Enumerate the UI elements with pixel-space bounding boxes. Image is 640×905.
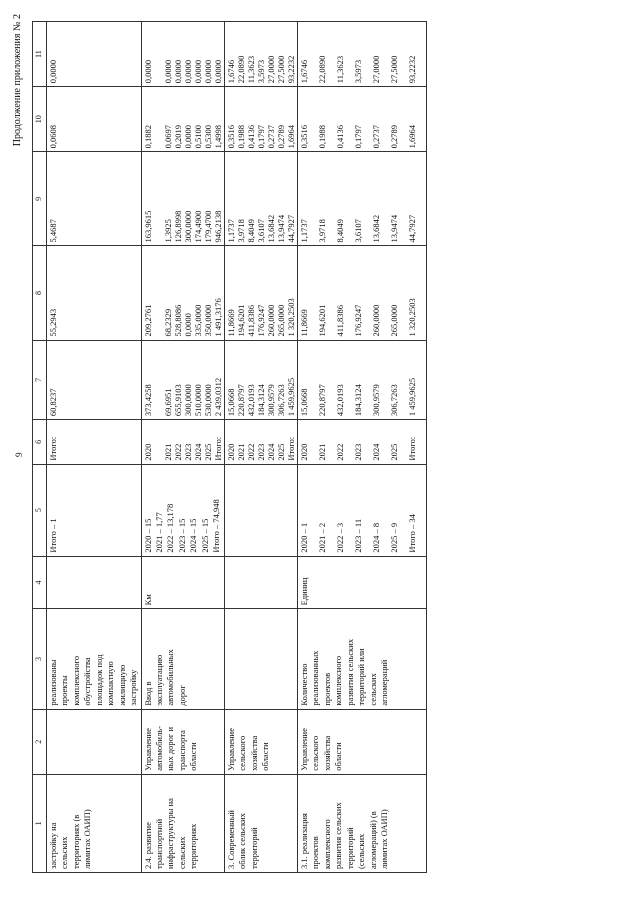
cell-line: 3,6107 — [255, 219, 266, 243]
cell-line: 411,8386 — [245, 304, 256, 337]
cell-line: 1,3925 — [162, 219, 173, 243]
cell-line: 265,0000 — [275, 304, 286, 337]
cell-line: 22,0890 — [316, 55, 327, 84]
cell-executor — [141, 709, 224, 774]
cell-regional — [141, 152, 224, 246]
cell-line: 11,3623 — [245, 55, 256, 84]
cell-line: 0,0000 — [192, 59, 203, 84]
cell-local: 0,0608 — [46, 87, 141, 152]
cell-line: комплексного — [333, 655, 344, 706]
cell-line: автомобильных — [165, 649, 176, 706]
cell-line: 1,6964 — [285, 124, 296, 149]
cell-line: 2023 – 15 — [176, 518, 187, 553]
cell-line: области — [333, 742, 344, 771]
cell-line: 15,0668 — [225, 388, 236, 417]
cell-line: 1,6746 — [298, 59, 309, 84]
cell-line: 194,6201 — [235, 304, 246, 337]
cell-line — [153, 25, 163, 83]
cell-line: агломераций — [379, 659, 390, 706]
cell-line: 2022 — [245, 443, 256, 461]
cell-indicator — [224, 609, 297, 709]
cell-line: 0,0000 — [172, 59, 183, 84]
cell-line: 411,8386 — [334, 304, 345, 337]
cell-year — [297, 420, 426, 464]
cell-line: Ввод в — [142, 681, 153, 706]
cell-line: площадок под — [93, 654, 104, 706]
cell-line: 306,7263 — [388, 384, 399, 417]
cell-line: 0,2789 — [388, 124, 399, 149]
cell-line: территорий или — [356, 648, 367, 706]
cell-line: 3,5973 — [255, 59, 266, 84]
cell-line: 163,9615 — [142, 210, 153, 243]
cell-line: 0,0000 — [182, 59, 193, 84]
cell-line: 0,0000 — [142, 59, 153, 84]
cell-other — [224, 22, 297, 87]
cell-line: 0,2737 — [265, 124, 276, 149]
cell-line: 179,4700 — [202, 210, 213, 243]
cell-indicator — [46, 609, 141, 709]
cell-line: 11,3623 — [334, 55, 345, 84]
cell-line: инфраструктуры на — [165, 798, 176, 869]
cell-line: 2025 — [388, 443, 399, 461]
cell-line: 432,0193 — [334, 384, 345, 417]
cell-line: 15,0668 — [298, 388, 309, 417]
cell-regional: 5,4687 — [46, 152, 141, 246]
col-num: 1 — [33, 774, 47, 872]
col-num: 10 — [33, 87, 47, 152]
cell-line: Управление — [142, 728, 153, 771]
cell-line: 2025 — [275, 443, 286, 461]
cell-other — [141, 22, 224, 87]
cell-line: 2020 — [298, 443, 309, 461]
cell-line: лимитах ОАИП) — [379, 809, 390, 869]
cell-line: 2020 — [225, 443, 236, 461]
cell-executor — [46, 709, 141, 774]
cell-line: транспортной — [154, 818, 165, 869]
cell-line: 27,5000 — [388, 55, 399, 84]
cell-line: 0,5300 — [202, 124, 213, 149]
cell-line: 209,2761 — [142, 304, 153, 337]
cell-line: 946,2138 — [212, 210, 223, 243]
cell-line: сельских — [59, 836, 70, 869]
cell-line: развития сельских — [344, 638, 355, 706]
cell-line: 300,9579 — [265, 384, 276, 417]
cell-line: 1 491,3176 — [212, 298, 223, 337]
cell-line: 373,4258 — [142, 384, 153, 417]
cell-line: 0,0000 — [212, 59, 223, 84]
cell-regional — [297, 152, 426, 246]
cell-line: 0,3516 — [298, 124, 309, 149]
cell-line — [153, 344, 163, 417]
cell-line: облик сельских — [237, 813, 248, 869]
cell-line: 1 459,9625 — [406, 377, 417, 417]
cell-line: 174,4900 — [192, 210, 203, 243]
cell-line: 2025 — [202, 443, 213, 461]
cell-line: 2024 — [265, 443, 276, 461]
cell-line: Итого: — [406, 436, 417, 461]
col-num: 4 — [33, 556, 47, 609]
cell-line: Итого: — [285, 436, 296, 461]
cell-line: 13,9474 — [275, 214, 286, 243]
cell-line: хозяйства — [321, 735, 332, 771]
col-num: 3 — [33, 609, 47, 709]
cell-line: 528,8086 — [172, 304, 183, 337]
cell-line: 2023 — [255, 443, 266, 461]
cell-line: Итого – 74,948 — [211, 499, 222, 553]
table-row-continuation — [46, 22, 141, 873]
cell-line: 0,0697 — [162, 124, 173, 149]
cell-target — [141, 464, 224, 556]
cell-line: 0,1882 — [142, 124, 153, 149]
cell-line: сельских — [176, 836, 187, 869]
cell-line: 0,2789 — [275, 124, 286, 149]
cell-total — [224, 340, 297, 420]
cell-line: 1,4998 — [212, 124, 223, 149]
cell-line: дорог — [176, 685, 187, 706]
cell-line: 0,4136 — [245, 124, 256, 149]
cell-line: 2021 – 2 — [316, 522, 327, 553]
cell-target — [297, 464, 426, 556]
cell-line: 0,1988 — [316, 124, 327, 149]
cell-line: 1 459,9625 — [285, 377, 296, 417]
col-num: 6 — [33, 420, 47, 464]
cell-line: 2023 — [182, 443, 193, 461]
cell-line: 3.1. реализация — [298, 813, 309, 869]
cell-line: 335,0000 — [192, 304, 203, 337]
cell-line: 300,0000 — [182, 210, 193, 243]
cell-line: 69,6951 — [162, 388, 173, 417]
cell-line: 300,9579 — [370, 384, 381, 417]
cell-line: 220,8797 — [235, 384, 246, 417]
program-table — [32, 21, 427, 873]
cell-line: 2022 — [172, 443, 183, 461]
cell-line: 0,0000 — [182, 124, 193, 149]
col-num: 2 — [33, 709, 47, 774]
cell-line: 2023 – 11 — [352, 518, 363, 553]
cell-line: жилищную — [116, 664, 127, 706]
cell-line: 44,7927 — [285, 214, 296, 243]
cell-indicator — [297, 609, 426, 709]
cell-line: (сельских — [356, 833, 367, 869]
cell-line: 2020 – 15 — [142, 518, 153, 553]
cell-line: 13,6842 — [265, 214, 276, 243]
cell-line: 1 320,2503 — [285, 298, 296, 337]
cell-line: 2025 – 9 — [388, 522, 399, 553]
cell-line: 11,8669 — [298, 309, 309, 337]
cell-line: транспорта — [176, 730, 187, 771]
cell-line: 2024 — [192, 443, 203, 461]
cell-line: Управление — [225, 728, 236, 771]
cell-line: ных дорог и — [165, 726, 176, 771]
cell-line: 2020 – 1 — [298, 522, 309, 553]
cell-line: 2022 – 3 — [334, 522, 345, 553]
cell-local — [141, 87, 224, 152]
cell-line: 27,0000 — [370, 55, 381, 84]
cell-line: 44,7927 — [406, 214, 417, 243]
cell-line: лимитах ОАИП) — [82, 809, 93, 869]
col-num: 11 — [33, 22, 47, 87]
cell-line: 2.4. развитие — [142, 822, 153, 869]
cell-line: 655,9103 — [172, 384, 183, 417]
cell-line — [153, 423, 163, 460]
cell-line: Количество — [298, 663, 309, 706]
cell-regional — [224, 152, 297, 246]
cell-line: 265,0000 — [388, 304, 399, 337]
cell-year — [224, 420, 297, 464]
cell-federal: 55,2943 — [46, 246, 141, 340]
cell-line: хозяйства — [248, 735, 259, 771]
cell-line: 350,0000 — [202, 304, 213, 337]
cell-line: 260,0000 — [265, 304, 276, 337]
cell-federal — [297, 246, 426, 340]
cell-line: 510,0000 — [192, 384, 203, 417]
cell-other — [297, 22, 426, 87]
cell-federal — [141, 246, 224, 340]
cell-line: 184,3124 — [352, 384, 363, 417]
cell-line: Итого: — [212, 436, 223, 461]
cell-line: территорий — [248, 827, 259, 869]
cell-line: 0,3516 — [225, 124, 236, 149]
cell-line: 2021 — [235, 443, 246, 461]
page-number: 9 — [14, 452, 24, 457]
cell-line: 93,2232 — [285, 55, 296, 84]
cell-line: 2022 – 13,178 — [165, 503, 176, 553]
cell-line: 176,9247 — [352, 304, 363, 337]
cell-line: 0,0000 — [162, 59, 173, 84]
cell-line: территориях — [188, 823, 199, 869]
cell-line: 0,2019 — [172, 124, 183, 149]
cell-line: 260,0000 — [370, 304, 381, 337]
col-num: 9 — [33, 152, 47, 246]
cell-line: 3,9718 — [316, 219, 327, 243]
cell-executor — [297, 709, 426, 774]
appendix-caption: Продолжение приложения № 2 — [12, 14, 23, 147]
cell-unit — [224, 556, 297, 609]
cell-line: автомобиль- — [154, 726, 165, 771]
cell-line: Управление — [298, 728, 309, 771]
cell-line: 2021 – 1,77 — [154, 512, 165, 553]
cell-line: 13,9474 — [388, 214, 399, 243]
cell-line: 194,6201 — [316, 304, 327, 337]
cell-line: 2020 — [142, 443, 153, 461]
cell-year: Итого: — [46, 420, 141, 464]
cell-line: 2023 — [352, 443, 363, 461]
cell-line: 530,0000 — [202, 384, 213, 417]
cell-local — [297, 87, 426, 152]
cell-line: 2024 – 8 — [370, 522, 381, 553]
cell-line: агломераций) (в — [367, 811, 378, 869]
cell-measure — [141, 774, 224, 872]
cell-line: 1,1737 — [298, 219, 309, 243]
cell-line: 220,8797 — [316, 384, 327, 417]
cell-line: 3,5973 — [352, 59, 363, 84]
cell-line: комплексного — [70, 655, 81, 706]
cell-line: эксплуатацию — [154, 654, 165, 706]
cell-line — [153, 90, 163, 148]
cell-line: 22,0890 — [235, 55, 246, 84]
cell-line: 1,6746 — [225, 59, 236, 84]
cell-year — [141, 420, 224, 464]
cell-line: сельского — [310, 735, 321, 771]
table-row-2-4 — [141, 22, 224, 873]
table-row-3 — [224, 22, 297, 873]
cell-line — [153, 155, 163, 242]
cell-unit — [46, 556, 141, 609]
cell-total — [297, 340, 426, 420]
cell-measure — [224, 774, 297, 872]
cell-line: 0,1797 — [352, 124, 363, 149]
cell-line: 3,9718 — [235, 219, 246, 243]
cell-line: 27,5000 — [275, 55, 286, 84]
cell-other: 0,0000 — [46, 22, 141, 87]
cell-line: реализованных — [310, 650, 321, 706]
col-num: 5 — [33, 464, 47, 556]
cell-line: сельских — [367, 673, 378, 706]
cell-line: 2024 – 15 — [188, 518, 199, 553]
cell-line: 0,1988 — [235, 124, 246, 149]
cell-target — [224, 464, 297, 556]
col-num: 7 — [33, 340, 47, 420]
cell-line: 184,3124 — [255, 384, 266, 417]
cell-line: 93,2232 — [406, 55, 417, 84]
cell-local — [224, 87, 297, 152]
cell-unit: Км — [141, 556, 224, 609]
cell-line: 0,1797 — [255, 124, 266, 149]
cell-line: 27,0000 — [265, 55, 276, 84]
cell-line: 8,4049 — [245, 219, 256, 243]
cell-line: застройку — [128, 669, 139, 706]
cell-measure — [297, 774, 426, 872]
cell-line: проекты — [59, 675, 70, 706]
cell-line: 2021 — [316, 443, 327, 461]
cell-line: реализованы — [47, 659, 58, 706]
cell-target: Итого – 1 — [46, 464, 141, 556]
table-row-3-1 — [297, 22, 426, 873]
cell-line: проектов — [321, 672, 332, 706]
cell-line: области — [188, 742, 199, 771]
cell-line: 0,2737 — [370, 124, 381, 149]
cell-line: 2021 — [162, 443, 173, 461]
cell-line: сельского — [237, 735, 248, 771]
cell-line: 432,0193 — [245, 384, 256, 417]
cell-total — [141, 340, 224, 420]
cell-measure — [46, 774, 141, 872]
cell-line: территориях (в — [70, 814, 81, 869]
cell-federal — [224, 246, 297, 340]
cell-line: 8,4049 — [334, 219, 345, 243]
cell-line: 176,9247 — [255, 304, 266, 337]
cell-unit: Единиц — [297, 556, 426, 609]
cell-line: 2 439,0312 — [212, 377, 223, 417]
cell-line: 11,8669 — [225, 309, 236, 337]
cell-line: 0,4136 — [334, 124, 345, 149]
cell-line: обустройства — [82, 657, 93, 706]
cell-line: 0,0000 — [182, 313, 193, 337]
cell-line: проектов — [310, 836, 321, 869]
cell-line: 0,0000 — [202, 59, 213, 84]
cell-line: развития сельских — [333, 802, 344, 869]
cell-line: 3. Современный — [225, 810, 236, 869]
cell-line: компактную — [105, 661, 116, 706]
cell-line: 2025 – 15 — [199, 518, 210, 553]
cell-line: 306,7263 — [275, 384, 286, 417]
cell-line: 1 320,2503 — [406, 298, 417, 337]
cell-line: области — [260, 742, 271, 771]
cell-line: комплексного — [321, 819, 332, 869]
cell-line: 13,6842 — [370, 214, 381, 243]
cell-line: 1,6964 — [406, 124, 417, 149]
cell-executor — [224, 709, 297, 774]
cell-line: 2022 — [334, 443, 345, 461]
cell-line: 300,0000 — [182, 384, 193, 417]
cell-line: Итого – 34 — [406, 514, 417, 553]
cell-line: 126,8998 — [172, 210, 183, 243]
cell-line: 1,1737 — [225, 219, 236, 243]
cell-line: территорий — [344, 827, 355, 869]
cell-line: 2024 — [370, 443, 381, 461]
cell-line: 0,5100 — [192, 124, 203, 149]
cell-total: 60,8237 — [46, 340, 141, 420]
cell-indicator — [141, 609, 224, 709]
column-number-row — [33, 22, 47, 873]
cell-line — [153, 249, 163, 336]
cell-line: застройку на — [47, 822, 58, 869]
cell-line: 68,2329 — [162, 308, 173, 337]
cell-line: 3,6107 — [352, 219, 363, 243]
col-num: 8 — [33, 246, 47, 340]
